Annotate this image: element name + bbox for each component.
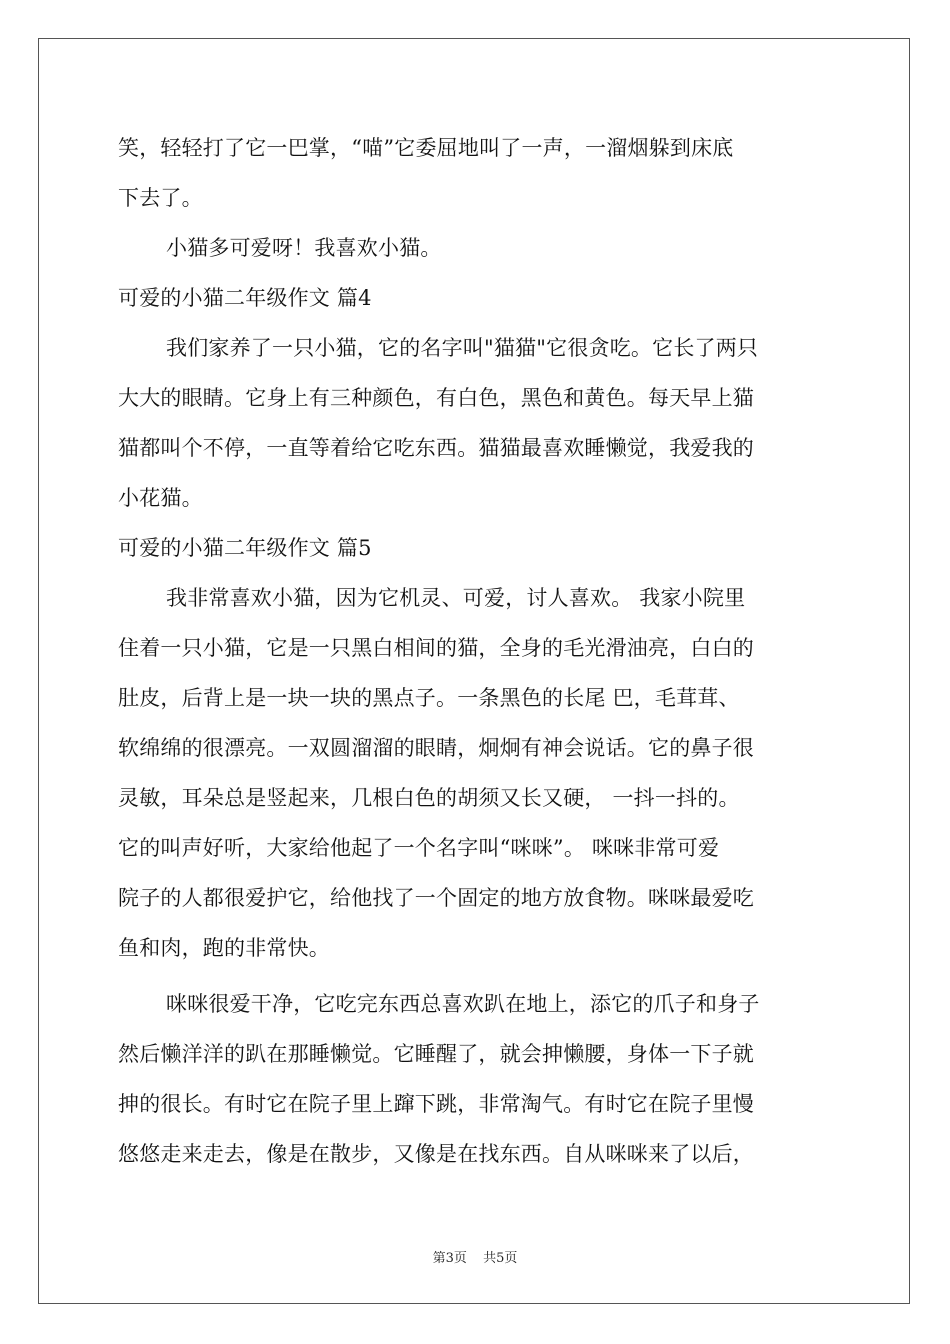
text-line: 肚皮，后背上是一块一块的黑点子。一条黑色的长尾 巴，毛茸茸、 — [118, 686, 740, 710]
section-heading-5: 可爱的小猫二年级作文 篇5 — [118, 536, 372, 560]
text-line: 小猫多可爱呀！我喜欢小猫。 — [166, 236, 442, 260]
page-total: 共5页 — [483, 1251, 518, 1266]
text-line: 它的叫声好听，大家给他起了一个名字叫“咪咪”。 咪咪非常可爱 — [118, 836, 720, 860]
document-body — [118, 123, 838, 1179]
text-line: 然后懒洋洋的趴在那睡懒觉。它睡醒了，就会抻懒腰，身体一下子就 — [118, 1042, 754, 1066]
text-line: 鱼和肉，跑的非常快。 — [118, 936, 330, 960]
text-line: 猫都叫个不停，一直等着给它吃东西。猫猫最喜欢睡懒觉，我爱我的 — [118, 436, 754, 460]
text-line: 院子的人都很爱护它，给他找了一个固定的地方放食物。咪咪最爱吃 — [118, 886, 754, 910]
text-line: 抻的很长。有时它在院子里上蹿下跳，非常淘气。有时它在院子里慢 — [118, 1092, 754, 1116]
page-number: 第3页 — [432, 1251, 467, 1266]
text-line: 大大的眼睛。它身上有三种颜色，有白色，黑色和黄色。每天早上猫 — [118, 386, 754, 410]
text-line: 住着一只小猫，它是一只黑白相间的猫，全身的毛光滑油亮，白白的 — [118, 636, 754, 660]
text-line: 笑，轻轻打了它一巴掌，“喵”它委屈地叫了一声，一溜烟躲到床底 — [118, 136, 734, 160]
text-line: 下去了。 — [118, 186, 203, 210]
text-line: 悠悠走来走去，像是在散步，又像是在找东西。自从咪咪来了以后， — [118, 1142, 754, 1166]
text-line: 软绵绵的很漂亮。一双圆溜溜的眼睛，炯炯有神会说话。它的鼻子很 — [118, 736, 754, 760]
page-footer — [0, 1247, 950, 1266]
text-line: 咪咪很爱干净，它吃完东西总喜欢趴在地上，添它的爪子和身子 — [166, 992, 760, 1016]
text-line: 灵敏，耳朵总是竖起来，几根白色的胡须又长又硬， 一抖一抖的。 — [118, 786, 740, 810]
text-line: 小花猫。 — [118, 486, 203, 510]
text-line: 我非常喜欢小猫，因为它机灵、可爱，讨人喜欢。 我家小院里 — [166, 586, 746, 610]
text-line: 我们家养了一只小猫，它的名字叫"猫猫"它很贪吃。它长了两只 — [166, 336, 759, 360]
section-heading-4: 可爱的小猫二年级作文 篇4 — [118, 286, 372, 310]
